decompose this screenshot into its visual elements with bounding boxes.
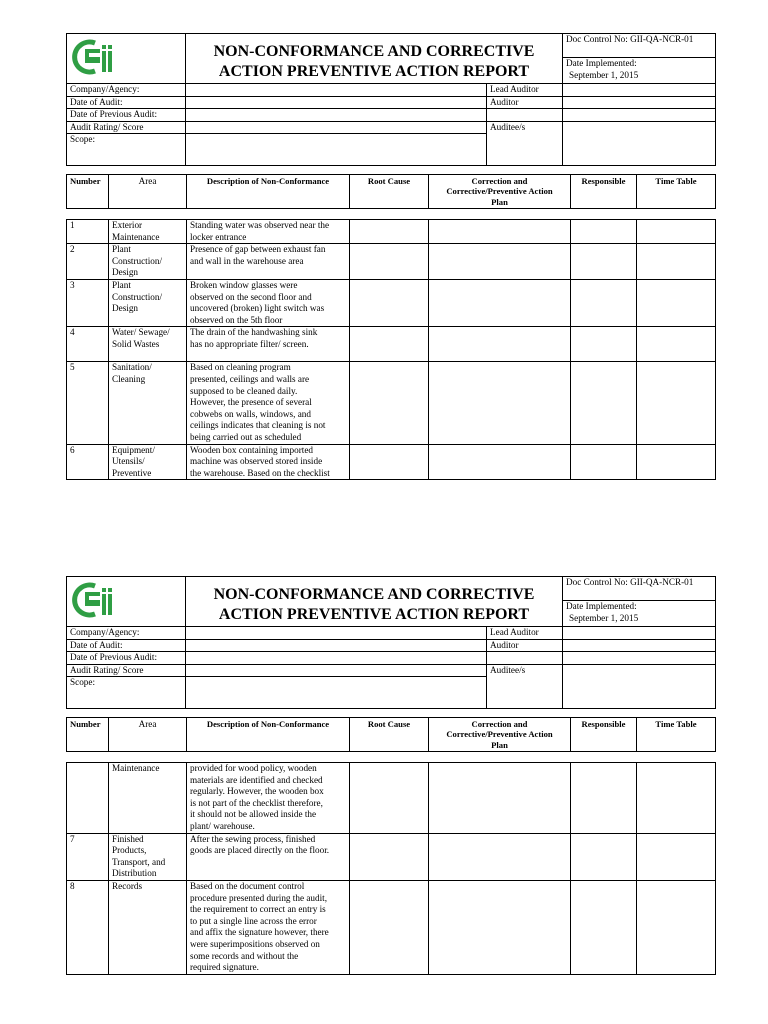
- row-area-line: Sanitation/: [112, 362, 152, 373]
- row-description-line: the warehouse. Based on the checklist: [190, 467, 330, 478]
- row-correction-plan[interactable]: [429, 880, 571, 974]
- row-description: [187, 362, 350, 444]
- row-area: [109, 220, 187, 244]
- table-row: [67, 880, 716, 974]
- row-time-table[interactable]: [637, 220, 716, 244]
- column-correction-line-1: Correction and: [471, 719, 528, 729]
- scope-field[interactable]: [186, 134, 487, 166]
- row-description-line: observed on the 5th floor: [190, 314, 283, 325]
- column-correction-line-3: Plan: [491, 196, 508, 207]
- date-implemented-label: Date Implemented:: [566, 58, 637, 68]
- date-implemented-label: Date Implemented:: [566, 601, 637, 611]
- row-number: 5: [67, 362, 109, 444]
- row-area-line: Construction/: [112, 255, 163, 266]
- row-area: [109, 244, 187, 280]
- row-time-table[interactable]: [637, 279, 716, 326]
- row-area: [109, 444, 187, 480]
- row-area: [109, 833, 187, 880]
- company-field[interactable]: [186, 627, 487, 640]
- row-area-line: Finished: [112, 833, 144, 844]
- date-prev-audit-label: Date of Previous Audit:: [67, 652, 186, 665]
- column-area: Area: [109, 175, 187, 209]
- report-header: [66, 33, 716, 166]
- company-logo: [67, 577, 186, 627]
- row-area-line: Utensils/: [112, 456, 145, 467]
- column-number: Number: [67, 175, 109, 209]
- row-area-line: Products,: [112, 845, 147, 856]
- column-correction-line-2: Corrective/Preventive Action: [446, 729, 553, 740]
- column-root-cause: Root Cause: [350, 718, 429, 752]
- company-label: Company/Agency:: [67, 84, 186, 97]
- row-description-line: to put a single line across the error: [190, 915, 317, 926]
- row-number: 1: [67, 220, 109, 244]
- row-root-cause[interactable]: [350, 279, 429, 326]
- row-area: [109, 880, 187, 974]
- row-number: [67, 763, 109, 834]
- row-description: [187, 244, 350, 280]
- blank-cell: [487, 109, 563, 122]
- row-root-cause[interactable]: [350, 444, 429, 480]
- row-area-line: Maintenance: [112, 763, 160, 773]
- gii-logo-icon: [71, 581, 113, 619]
- row-description-line: Based on cleaning program: [190, 362, 291, 373]
- row-time-table[interactable]: [637, 244, 716, 280]
- date-implemented-value: September 1, 2015: [569, 69, 639, 80]
- audit-rating-label: Audit Rating/ Score: [67, 121, 186, 134]
- row-description-line: being carried out as scheduled: [190, 431, 302, 442]
- date-prev-audit-field[interactable]: [186, 109, 487, 122]
- row-description: [187, 327, 350, 362]
- row-description-line: the requirement to correct an entry is: [190, 904, 326, 915]
- row-area-line: Design: [112, 303, 139, 314]
- report-header: [66, 576, 716, 709]
- row-description-line: The drain of the handwashing sink: [190, 327, 318, 338]
- row-description-line: Standing water was observed near the: [190, 220, 330, 230]
- row-description-line: Broken window glasses were: [190, 279, 298, 290]
- row-description-line: Based on the document control: [190, 880, 305, 891]
- row-area-line: Cleaning: [112, 373, 146, 384]
- column-responsible: Responsible: [571, 718, 637, 752]
- date-of-audit-label: Date of Audit:: [67, 96, 186, 109]
- auditee-label: Auditee/s: [487, 121, 563, 166]
- audit-rating-field[interactable]: [186, 121, 487, 134]
- row-root-cause[interactable]: [350, 763, 429, 834]
- row-responsible[interactable]: [571, 220, 637, 244]
- findings-table: [66, 762, 716, 975]
- row-responsible[interactable]: [571, 244, 637, 280]
- table-row: [67, 327, 716, 362]
- row-description-line: machine was observed stored inside: [190, 456, 323, 467]
- row-responsible[interactable]: [571, 362, 637, 444]
- column-description: Description of Non-Conformance: [187, 175, 350, 209]
- column-root-cause: Root Cause: [350, 175, 429, 209]
- lead-auditor-field[interactable]: [563, 627, 716, 640]
- row-root-cause[interactable]: [350, 327, 429, 362]
- row-area-line: Design: [112, 267, 139, 278]
- date-implemented-value: September 1, 2015: [569, 612, 639, 623]
- column-correction: [429, 718, 571, 752]
- row-time-table[interactable]: [637, 444, 716, 480]
- row-root-cause[interactable]: [350, 244, 429, 280]
- doc-control-number: Doc Control No: GII-QA-NCR-01: [563, 577, 716, 601]
- row-description-line: ceilings indicates that cleaning is not: [190, 420, 326, 431]
- blank-cell: [563, 109, 716, 122]
- row-description-line: cobwebs on walls, windows, and: [190, 408, 311, 419]
- date-prev-audit-field[interactable]: [186, 652, 487, 665]
- row-description-line: and affix the signature however, there: [190, 927, 329, 938]
- row-description-line: is not part of the checklist therefore,: [190, 797, 323, 808]
- row-responsible[interactable]: [571, 444, 637, 480]
- row-description-line: locker entrance: [190, 231, 247, 242]
- row-description-line: some records and without the: [190, 950, 299, 961]
- row-correction-plan[interactable]: [429, 220, 571, 244]
- row-correction-plan[interactable]: [429, 327, 571, 362]
- table-row: [67, 220, 716, 244]
- row-description-line: it should not be allowed inside the: [190, 809, 317, 820]
- row-responsible[interactable]: [571, 833, 637, 880]
- row-description-line: and wall in the warehouse area: [190, 255, 304, 266]
- column-correction-line-1: Correction and: [471, 176, 528, 186]
- row-description-line: were superimpositions observed on: [190, 938, 320, 949]
- row-description: [187, 220, 350, 244]
- row-correction-plan[interactable]: [429, 833, 571, 880]
- auditor-field[interactable]: [563, 96, 716, 109]
- row-area-line: Distribution: [112, 868, 157, 879]
- row-description-line: has no appropriate filter/ screen.: [190, 338, 309, 349]
- date-of-audit-label: Date of Audit:: [67, 639, 186, 652]
- row-correction-plan[interactable]: [429, 444, 571, 480]
- row-root-cause[interactable]: [350, 220, 429, 244]
- row-description-line: regularly. However, the wooden box: [190, 786, 324, 797]
- row-area-line: Exterior: [112, 220, 143, 230]
- row-description-line: provided for wood policy, wooden: [190, 763, 317, 773]
- column-number: Number: [67, 718, 109, 752]
- row-description-line: However, the presence of several: [190, 397, 312, 408]
- row-responsible[interactable]: [571, 880, 637, 974]
- auditee-label: Auditee/s: [487, 664, 563, 709]
- row-area-line: Maintenance: [112, 231, 160, 242]
- date-of-audit-field[interactable]: [186, 639, 487, 652]
- column-correction-line-3: Plan: [491, 739, 508, 750]
- row-time-table[interactable]: [637, 880, 716, 974]
- row-number: 3: [67, 279, 109, 326]
- row-number: 2: [67, 244, 109, 280]
- row-responsible[interactable]: [571, 279, 637, 326]
- column-area: Area: [109, 718, 187, 752]
- row-number: 7: [67, 833, 109, 880]
- row-root-cause[interactable]: [350, 362, 429, 444]
- row-correction-plan[interactable]: [429, 763, 571, 834]
- lead-auditor-label: Lead Auditor: [487, 84, 563, 97]
- row-description: [187, 763, 350, 834]
- row-time-table[interactable]: [637, 327, 716, 362]
- row-correction-plan[interactable]: [429, 362, 571, 444]
- doc-control-number: Doc Control No: GII-QA-NCR-01: [563, 34, 716, 58]
- findings-table: [66, 219, 716, 480]
- report-title: [186, 34, 563, 84]
- column-description: Description of Non-Conformance: [187, 718, 350, 752]
- auditor-field[interactable]: [563, 639, 716, 652]
- auditor-label: Auditor: [487, 639, 563, 652]
- lead-auditor-field[interactable]: [563, 84, 716, 97]
- row-area-line: Construction/: [112, 291, 163, 302]
- blank-cell: [487, 652, 563, 665]
- date-of-audit-field[interactable]: [186, 96, 487, 109]
- row-correction-plan[interactable]: [429, 244, 571, 280]
- column-header-table: [66, 717, 716, 752]
- row-area: [109, 279, 187, 326]
- column-responsible: Responsible: [571, 175, 637, 209]
- row-description-line: After the sewing process, finished: [190, 833, 316, 844]
- report-page-2: [0, 543, 768, 983]
- lead-auditor-label: Lead Auditor: [487, 627, 563, 640]
- date-prev-audit-label: Date of Previous Audit:: [67, 109, 186, 122]
- row-description-line: supposed to be cleaned daily.: [190, 385, 298, 396]
- row-area-line: Transport, and: [112, 856, 166, 867]
- title-line-2: ACTION PREVENTIVE ACTION REPORT: [218, 605, 530, 623]
- row-area-line: Plant: [112, 279, 131, 290]
- row-correction-plan[interactable]: [429, 279, 571, 326]
- title-line-1: NON-CONFORMANCE AND CORRECTIVE: [213, 585, 535, 603]
- title-line-2: ACTION PREVENTIVE ACTION REPORT: [218, 62, 530, 80]
- date-implemented: [563, 58, 716, 84]
- row-time-table[interactable]: [637, 763, 716, 834]
- row-description: [187, 833, 350, 880]
- row-responsible[interactable]: [571, 763, 637, 834]
- scope-label: Scope:: [67, 677, 186, 709]
- row-time-table[interactable]: [637, 833, 716, 880]
- date-implemented: [563, 601, 716, 627]
- row-description: [187, 279, 350, 326]
- row-description-line: required signature.: [190, 962, 259, 973]
- row-root-cause[interactable]: [350, 833, 429, 880]
- report-page-1: [0, 0, 768, 500]
- column-correction-line-2: Corrective/Preventive Action: [446, 186, 553, 197]
- row-area-line: Plant: [112, 244, 131, 255]
- table-row: [67, 362, 716, 444]
- table-row: [67, 444, 716, 480]
- title-line-1: NON-CONFORMANCE AND CORRECTIVE: [213, 42, 535, 60]
- row-description-line: procedure presented during the audit,: [190, 892, 327, 903]
- row-description-line: Presence of gap between exhaust fan: [190, 244, 326, 255]
- table-row: [67, 279, 716, 326]
- row-description: [187, 444, 350, 480]
- row-area: [109, 327, 187, 362]
- blank-cell: [563, 652, 716, 665]
- column-correction: [429, 175, 571, 209]
- row-area: [109, 763, 187, 834]
- column-header-table: [66, 174, 716, 209]
- row-description: [187, 880, 350, 974]
- auditee-field[interactable]: [563, 121, 716, 166]
- table-row: [67, 763, 716, 834]
- row-description-line: plant/ warehouse.: [190, 820, 255, 831]
- audit-rating-field[interactable]: [186, 664, 487, 677]
- row-area: [109, 362, 187, 444]
- row-area-line: Water/ Sewage/: [112, 327, 170, 338]
- company-logo: [67, 34, 186, 84]
- scope-label: Scope:: [67, 134, 186, 166]
- row-area-line: Equipment/: [112, 444, 155, 455]
- row-root-cause[interactable]: [350, 880, 429, 974]
- scope-field[interactable]: [186, 677, 487, 709]
- row-number: 8: [67, 880, 109, 974]
- audit-rating-label: Audit Rating/ Score: [67, 664, 186, 677]
- row-description-line: Wooden box containing imported: [190, 444, 314, 455]
- row-time-table[interactable]: [637, 362, 716, 444]
- row-description-line: goods are placed directly on the floor.: [190, 845, 330, 856]
- row-area-line: Preventive: [112, 467, 152, 478]
- row-area-line: Records: [112, 880, 143, 891]
- row-description-line: materials are identified and checked: [190, 774, 323, 785]
- row-description-line: observed on the second floor and: [190, 291, 312, 302]
- auditee-field[interactable]: [563, 664, 716, 709]
- table-row: [67, 244, 716, 280]
- auditor-label: Auditor: [487, 96, 563, 109]
- table-row: [67, 833, 716, 880]
- row-description-line: presented, ceilings and walls are: [190, 373, 310, 384]
- gii-logo-icon: [71, 38, 113, 76]
- row-number: 6: [67, 444, 109, 480]
- report-title: [186, 577, 563, 627]
- row-responsible[interactable]: [571, 327, 637, 362]
- company-label: Company/Agency:: [67, 627, 186, 640]
- row-area-line: Solid Wastes: [112, 338, 160, 349]
- column-time-table: Time Table: [637, 718, 716, 752]
- row-description-line: uncovered (broken) light switch was: [190, 303, 325, 314]
- company-field[interactable]: [186, 84, 487, 97]
- column-time-table: Time Table: [637, 175, 716, 209]
- row-number: 4: [67, 327, 109, 362]
